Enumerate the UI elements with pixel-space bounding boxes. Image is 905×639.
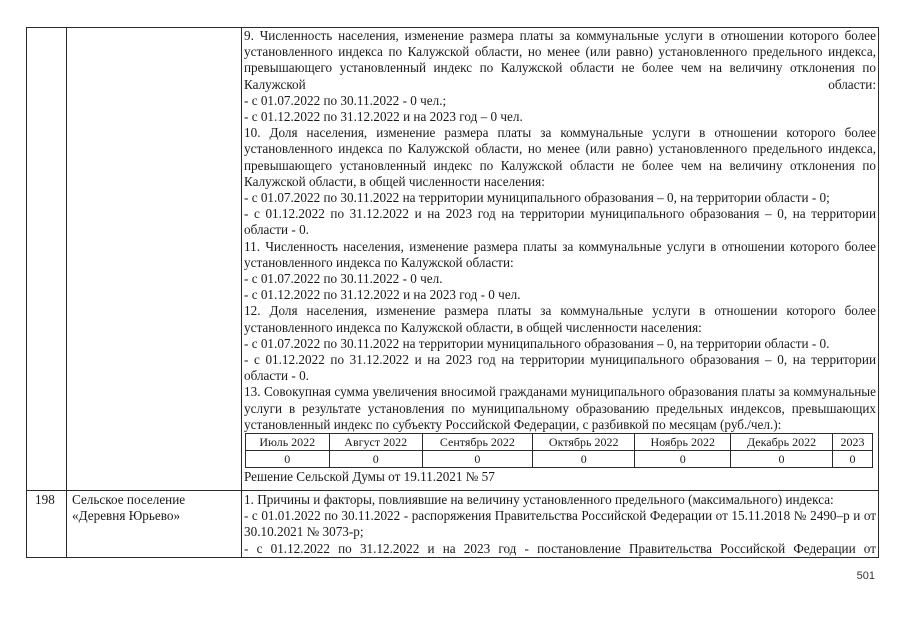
month-header: Октябрь 2022 [532, 434, 634, 451]
column-divider-name [241, 27, 242, 558]
months-table-value-row [246, 451, 873, 468]
municipality-name [72, 492, 237, 524]
municipality-name-line1: Сельское поселение [72, 492, 186, 507]
month-value: 0 [329, 451, 422, 468]
month-value: 0 [422, 451, 532, 468]
paragraph-item-11: 11. Численность населения, изменение размера платы за коммунальные услуги в отношении которого более установленного индекса по Калужской области: [244, 238, 876, 270]
municipality-name-line2: «Деревня Юрьево» [72, 508, 181, 524]
month-header: 2023 [833, 434, 873, 451]
month-value: 0 [246, 451, 330, 468]
month-header: Декабрь 2022 [731, 434, 833, 451]
decision-reference: Решение Сельской Думы от 19.11.2021 № 57 [244, 469, 495, 485]
paragraph-item-9: 9. Численность населения, изменение размера платы за коммунальные услуги в отношении которого более установленного индекса по Калужской области, но менее (или равно) установленного предельного индекса, превышающего установленный индекс по Калужской области не более чем на величину отклонения по Калужской области: [244, 28, 876, 92]
row-number: 198 [35, 492, 55, 507]
month-value: 0 [635, 451, 731, 468]
paragraph-item-12: 12. Доля населения, изменение размера платы за коммунальные услуги в отношении которого более установленного индекса по Калужской области, в общей численности населения: [244, 303, 876, 335]
paragraph-item-12-a: - с 01.07.2022 по 30.11.2022 на территории муниципального образования – 0, на территории области - 0. [244, 335, 830, 351]
month-value: 0 [532, 451, 634, 468]
paragraph-item-12-b: - с 01.12.2022 по 31.12.2022 и на 2023 год на территории муниципального образования – 0, на территории области - 0. [244, 352, 876, 384]
months-table [245, 433, 873, 468]
months-table-header-row [246, 434, 873, 451]
month-value: 0 [731, 451, 833, 468]
paragraph-item-10: 10. Доля населения, изменение размера платы за коммунальные услуги в отношении которого более установленного индекса по Калужской области, но менее (или равно) установленного предельного индекса, превышающего установленный индекс по Калужской области не более чем на величину отклонения по Калужской области, в общей численности населения: [244, 125, 876, 189]
paragraph-item-11-b: - с 01.12.2022 по 31.12.2022 и на 2023 год - 0 чел. [244, 287, 521, 303]
month-header: Август 2022 [329, 434, 422, 451]
month-header: Сентябрь 2022 [422, 434, 532, 451]
paragraph-item-9-b: - с 01.12.2022 по 31.12.2022 и на 2023 год – 0 чел. [244, 109, 523, 125]
paragraph-item-10-b: - с 01.12.2022 по 31.12.2022 и на 2023 год на территории муниципального образования – 0, на территории области - 0. [244, 206, 876, 238]
month-header: Июль 2022 [246, 434, 330, 451]
paragraph-reasons: 1. Причины и факторы, повлиявшие на величину установленного предельного (максимального) индекса: [244, 492, 834, 507]
upper-row-content [244, 28, 876, 485]
row-divider [26, 490, 879, 491]
paragraph-item-10-a: - с 01.07.2022 по 30.11.2022 на территории муниципального образования – 0, на территории области - 0; [244, 190, 830, 206]
paragraph-item-11-a: - с 01.07.2022 по 30.11.2022 - 0 чел. [244, 271, 443, 287]
paragraph-item-13: 13. Совокупная сумма увеличения вносимой гражданами муниципального образования платы за коммунальные услуги в результате установления по муниципальному образованию предельных индексов, превышающих установленный индекс по субъекту Российской Федерации, с разбивкой по месяцам (руб./чел.): [244, 384, 876, 432]
paragraph-item-9-a: - с 01.07.2022 по 30.11.2022 - 0 чел.; [244, 92, 447, 108]
month-value: 0 [833, 451, 873, 468]
page-number: 501 [856, 570, 875, 582]
row-198-content [244, 492, 876, 557]
paragraph-reasons-a: - с 01.01.2022 по 30.11.2022 - распоряжения Правительства Российской Федерации от 15.11.2018 № 2490–р и от 30.10.2021 № 3073-р; [244, 508, 876, 540]
month-header: Ноябрь 2022 [635, 434, 731, 451]
paragraph-reasons-b: - с 01.12.2022 по 31.12.2022 и на 2023 год - постановление Правительства Российской Федерации от [244, 540, 876, 556]
column-divider-number [66, 27, 67, 558]
